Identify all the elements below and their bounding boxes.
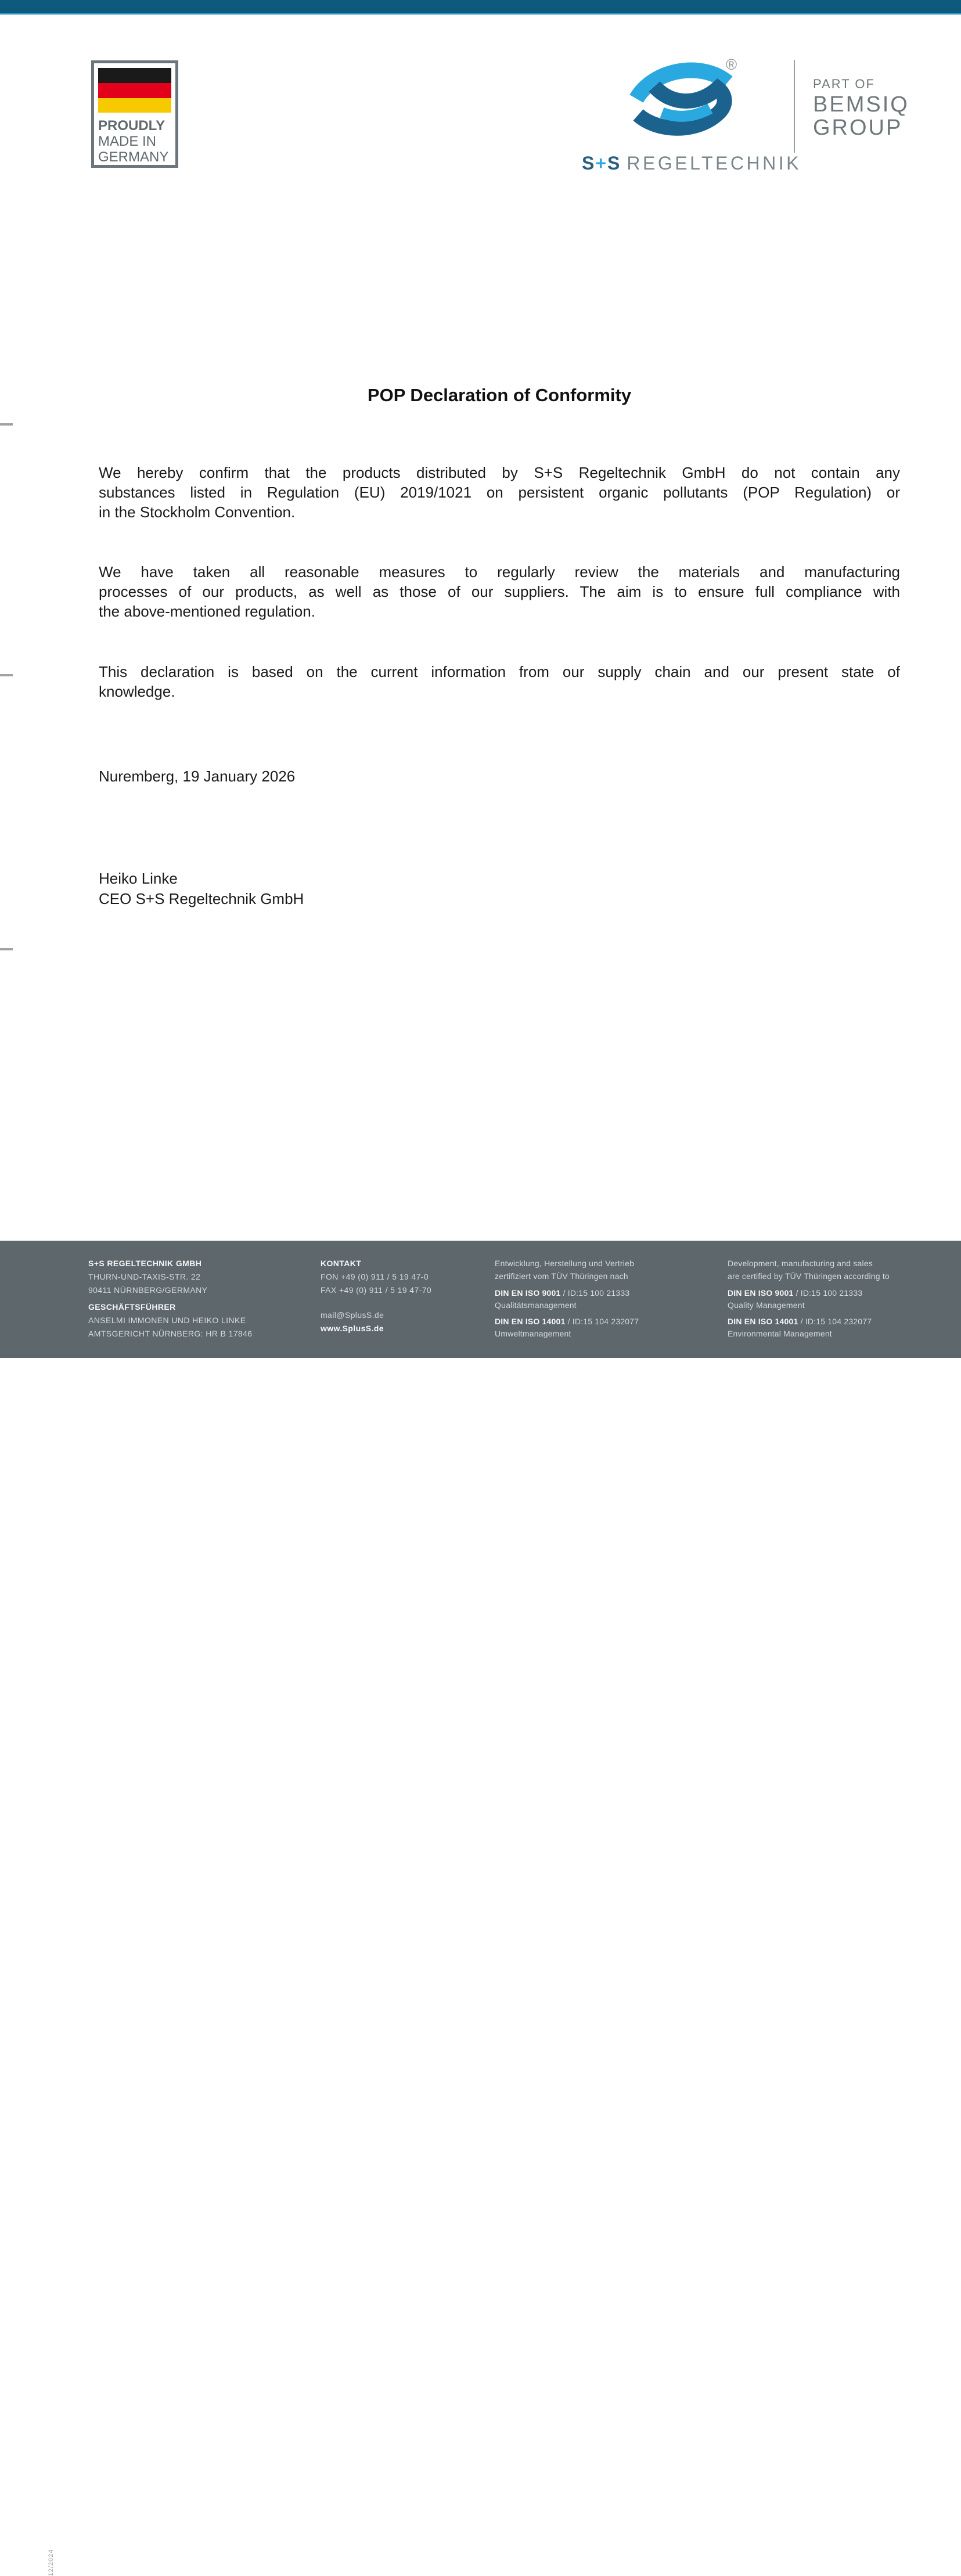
company-street: THURN-UND-TAXIS-STR. 22 [88,1272,201,1281]
paragraph-line: in the Stockholm Convention. [99,503,296,521]
top-color-bar [0,0,961,13]
wordmark-s1: S [582,153,596,174]
cert-en-iso9001 [728,1287,890,1299]
paragraph-line: the above-mentioned regulation. [99,603,315,620]
bemsiq-label: BEMSIQ [813,92,909,117]
flag-stripe-red [98,83,171,98]
iso14001-id: / ID:15 104 232077 [798,1317,872,1326]
iso14001-label: DIN EN ISO 14001 [495,1317,566,1326]
company-name: S+S REGELTECHNIK GMBH [88,1259,202,1268]
paragraph-2 [99,562,900,621]
sns-wordmark [582,153,801,174]
registered-trademark-icon: ® [726,56,737,73]
badge-line-germany: GERMANY [98,149,169,165]
flag-stripe-black [98,68,171,83]
cert-de-environment: Umweltmanagement [495,1329,571,1338]
place-date-line: Nuremberg, 19 January 2026 [99,768,296,785]
sns-logo-icon [631,58,733,138]
edition-label: 12/2024 [48,2549,55,2576]
wordmark-regeltechnik: REGELTECHNIK [627,153,801,174]
badge-line-proudly: PROUDLY [98,118,165,134]
footer-certification-de-column [495,1257,639,1339]
iso14001-id: / ID:15 104 232077 [565,1317,639,1326]
flag-stripe-gold [98,98,171,113]
paragraph-line: substances listed in Regulation (EU) 2019/1021 on persistent organic pollutants (POP Regulation) or [99,484,900,501]
german-flag-icon [98,68,171,113]
phone-number: FON +49 (0) 911 / 5 19 47-0 [321,1272,429,1281]
cert-en-iso14001 [728,1315,890,1328]
company-register: AMTSGERICHT NÜRNBERG: HR B 17846 [88,1329,253,1338]
footer-contact-column [321,1257,431,1335]
paragraph-line: We hereby confirm that the products distributed by S+S Regeltechnik GmbH do not contain any [99,464,900,481]
iso9001-id: / ID:15 100 21333 [793,1288,863,1298]
paragraph-line: knowledge. [99,683,175,700]
email-link[interactable]: mail@SplusS.de [321,1310,384,1320]
company-city: 90411 NÜRNBERG/GERMANY [88,1285,208,1295]
company-managers: ANSELMI IMMONEN UND HEIKO LINKE [88,1316,246,1325]
footer-certification-en-column [728,1257,890,1339]
fold-mark [0,948,13,950]
iso9001-label: DIN EN ISO 9001 [728,1288,794,1298]
cert-en-quality: Quality Management [728,1300,805,1310]
wordmark-plus: + [595,153,608,174]
top-accent-line [0,13,961,15]
paragraph-line: processes of our products, as well as those of our suppliers. The aim is to ensure full compliance with [99,583,900,600]
footer-company-column [88,1257,253,1341]
fax-number: FAX +49 (0) 911 / 5 19 47-70 [321,1285,432,1295]
cert-de-line1: Entwicklung, Herstellung und Vertrieb [495,1259,635,1268]
badge-line-made-in: MADE IN [98,134,157,149]
badge-text [94,118,175,165]
fold-mark [0,674,13,676]
cert-en-environment: Environmental Management [728,1329,832,1338]
iso9001-label: DIN EN ISO 9001 [495,1288,561,1298]
signer-title: CEO S+S Regeltechnik GmbH [99,890,304,907]
iso9001-id: / ID:15 100 21333 [560,1288,630,1298]
fold-mark [0,423,13,426]
made-in-germany-badge [91,60,178,168]
paragraph-line: We have taken all reasonable measures to regularly review the materials and manufacturing [99,563,900,581]
bemsiq-group-block [813,75,909,139]
wordmark-s2: S [607,153,621,174]
cert-en-line1: Development, manufacturing and sales [728,1259,873,1268]
group-label: GROUP [813,116,903,140]
website-link[interactable]: www.SplusS.de [321,1324,384,1333]
brand-divider-line [794,60,795,153]
footer [0,1241,961,2576]
cert-de-line2: zertifiziert vom TÜV Thüringen nach [495,1271,628,1281]
iso14001-label: DIN EN ISO 14001 [728,1317,798,1326]
cert-de-iso14001 [495,1315,639,1328]
signature-block [99,869,304,909]
paragraph-line: This declaration is based on the current information from our supply chain and our present state of [99,663,900,680]
kontakt-label: KONTAKT [321,1259,362,1268]
signer-name: Heiko Linke [99,870,178,887]
page-title: POP Declaration of Conformity [367,385,632,405]
cert-en-line2: are certified by TÜV Thüringen according to [728,1271,890,1281]
cert-de-iso9001 [495,1287,639,1299]
paragraph-3 [99,662,900,701]
part-of-label: PART OF [813,77,875,91]
cert-de-quality: Qualitätsmanagement [495,1300,577,1310]
paragraph-1 [99,463,900,522]
management-label: GESCHÄFTSFÜHRER [88,1302,176,1312]
